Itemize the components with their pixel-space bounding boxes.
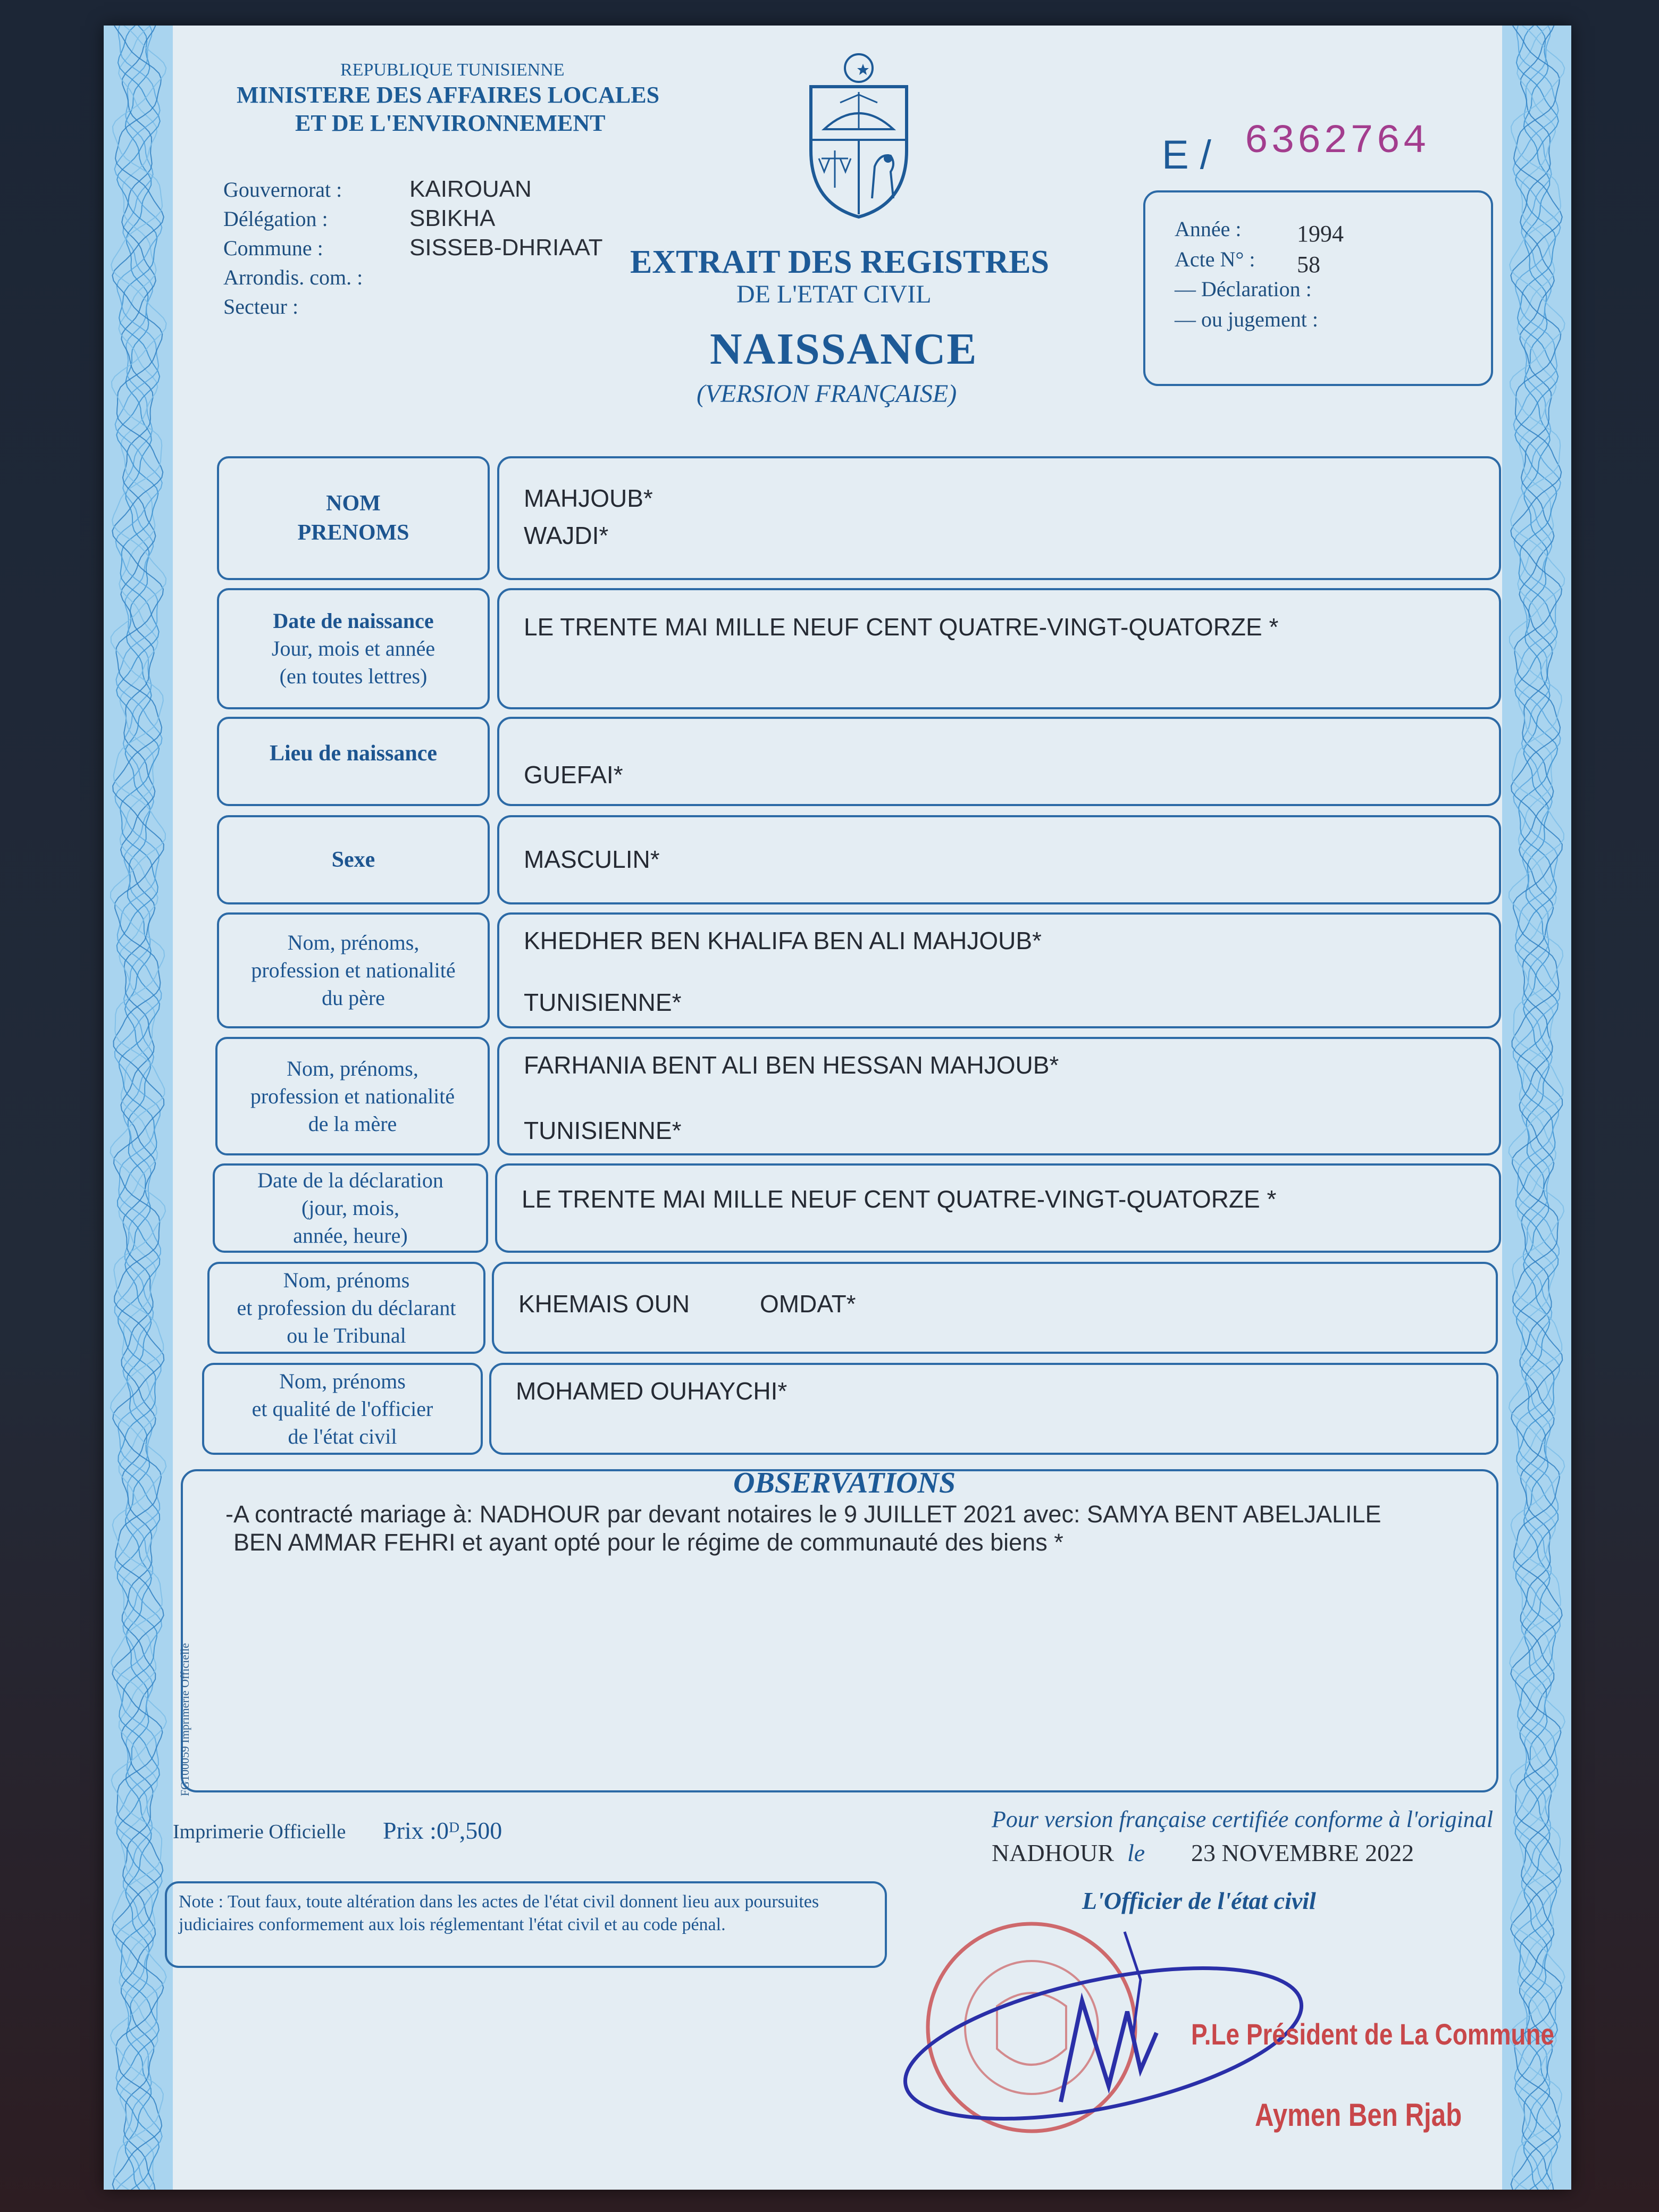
- observations-line1: -A contracté mariage à: NADHOUR par devant notaires le 9 JUILLET 2021 avec: SAMYA BENT ABELJALILE: [225, 1501, 1381, 1528]
- mere-label-line3: de la mère: [308, 1111, 397, 1136]
- officier-value: MOHAMED OUHAYCHI*: [516, 1377, 787, 1405]
- pere-label-line3: du père: [322, 986, 385, 1010]
- certification-place: NADHOUR: [992, 1839, 1114, 1866]
- birth-certificate-document: [104, 26, 1571, 2190]
- sexe-label: [217, 815, 490, 904]
- republic-label: REPUBLIQUE TUNISIENNE: [340, 60, 565, 80]
- imprimerie-label: Imprimerie Officielle: [173, 1821, 346, 1843]
- mere-label-line1: Nom, prénoms,: [287, 1056, 418, 1080]
- certification-date: 23 NOVEMBRE 2022: [1191, 1839, 1414, 1866]
- mere-label-line2: profession et nationalité: [250, 1084, 455, 1108]
- annee-value: 1994: [1297, 221, 1344, 247]
- ministry-line2: ET DE L'ENVIRONNEMENT: [295, 110, 606, 136]
- date-declaration-label-line2: (jour, mois,: [301, 1196, 399, 1220]
- sexe-value: MASCULIN*: [524, 845, 660, 873]
- secteur-label: Secteur :: [223, 295, 299, 319]
- commune-value: SISSEB-DHRIAAT: [409, 234, 603, 261]
- prenoms-value: WAJDI*: [524, 522, 609, 549]
- officier-value-box: [489, 1363, 1498, 1455]
- mere-nationality-value: TUNISIENNE*: [524, 1117, 682, 1144]
- sexe-value-box: [497, 815, 1501, 904]
- date-naissance-label-line3: (en toutes lettres): [279, 664, 428, 688]
- declarant-label-line2: et profession du déclarant: [237, 1295, 456, 1320]
- jugement-label: — ou jugement :: [1175, 307, 1318, 331]
- date-naissance-value: LE TRENTE MAI MILLE NEUF CENT QUATRE-VINGT-QUATORZE *: [524, 613, 1279, 641]
- pere-value-box: [497, 912, 1501, 1028]
- guilloche-border-right: [1502, 26, 1571, 2190]
- date-naissance-label-line2: Jour, mois et année: [271, 636, 435, 660]
- legal-note-box: [165, 1881, 887, 1968]
- gouvernorat-label: Gouvernorat :: [223, 178, 342, 202]
- stamp-president-text: P.Le Président de La Commune: [1191, 2017, 1555, 2051]
- delegation-label: Délégation :: [223, 207, 328, 231]
- officier-label-line1: Nom, prénoms: [279, 1369, 406, 1393]
- document-title-line1: EXTRAIT DES REGISTRES: [630, 244, 1049, 280]
- document-title-line2: DE L'ETAT CIVIL: [736, 280, 932, 308]
- gouvernorat-value: KAIROUAN: [409, 176, 532, 202]
- side-print-label: FG100059 Imprimerie Officielle: [178, 1643, 191, 1796]
- observations-box: [181, 1469, 1498, 1792]
- ministry-line1: MINISTERE DES AFFAIRES LOCALES: [237, 82, 660, 108]
- date-naissance-label: [217, 588, 490, 709]
- lieu-naissance-value-box: [497, 717, 1501, 806]
- prenoms-label: PRENOMS: [297, 520, 409, 545]
- date-declaration-label-line1: Date de la déclaration: [257, 1168, 443, 1192]
- mere-value-box: [497, 1037, 1501, 1155]
- tunisia-coat-of-arms-icon: [800, 49, 917, 220]
- acte-info-box: [1143, 190, 1493, 386]
- sexe-label-text: Sexe: [331, 847, 375, 872]
- officier-label-line2: et qualité de l'officier: [252, 1396, 433, 1421]
- annee-label: Année :: [1175, 217, 1242, 241]
- prix-label: Prix :0ᴰ,500: [383, 1817, 502, 1844]
- arrondissement-label: Arrondis. com. :: [223, 265, 363, 289]
- declarant-label: [207, 1262, 485, 1354]
- stamp-name-text: Aymen Ben Rjab: [1255, 2097, 1462, 2133]
- lieu-naissance-label: [217, 717, 490, 806]
- delegation-value: SBIKHA: [409, 205, 496, 231]
- date-declaration-value: LE TRENTE MAI MILLE NEUF CENT QUATRE-VINGT-QUATORZE *: [522, 1185, 1277, 1213]
- declarant-label-line3: ou le Tribunal: [287, 1323, 406, 1347]
- date-declaration-value-box: [495, 1163, 1501, 1253]
- pere-label: [217, 912, 490, 1028]
- nom-prenoms-value-box: [497, 456, 1501, 580]
- declarant-value-part1: KHEMAIS OUN: [518, 1290, 690, 1318]
- commune-label: Commune :: [223, 236, 323, 260]
- officier-label-line3: de l'état civil: [288, 1424, 397, 1448]
- declarant-value-part2: OMDAT*: [760, 1290, 856, 1318]
- nom-label: NOM: [326, 491, 381, 516]
- declarant-value-box: [492, 1262, 1498, 1354]
- document-title-version: (VERSION FRANÇAISE): [697, 380, 957, 408]
- lieu-naissance-label-text: Lieu de naissance: [269, 741, 438, 766]
- legal-note-text: Note : Tout faux, toute altération dans les actes de l'état civil donnent lieu aux poursuites judiciaires conformement aux lois réglementant l'état civil et au code pénal.: [179, 1892, 819, 1934]
- date-naissance-value-box: [497, 588, 1501, 709]
- date-declaration-label: [213, 1163, 488, 1253]
- pere-label-line1: Nom, prénoms,: [287, 931, 420, 954]
- certification-le: le: [1127, 1839, 1145, 1866]
- lieu-naissance-value: GUEFAI*: [524, 761, 623, 789]
- certification-text: Pour version française certifiée conforme à l'original: [992, 1806, 1494, 1832]
- acte-number-value: 58: [1297, 252, 1320, 278]
- pere-name-value: KHEDHER BEN KHALIFA BEN ALI MAHJOUB*: [524, 927, 1042, 954]
- pere-nationality-value: TUNISIENNE*: [524, 988, 682, 1016]
- mere-name-value: FARHANIA BENT ALI BEN HESSAN MAHJOUB*: [524, 1051, 1059, 1079]
- date-declaration-label-line3: année, heure): [293, 1224, 408, 1247]
- pere-label-line2: profession et nationalité: [251, 958, 456, 982]
- mere-label: [215, 1037, 490, 1155]
- acte-number-label: Acte N° :: [1175, 247, 1255, 271]
- observations-line2: BEN AMMAR FEHRI et ayant opté pour le régime de communauté des biens *: [233, 1529, 1063, 1556]
- document-title-naissance: NAISSANCE: [710, 324, 978, 374]
- declarant-label-line1: Nom, prénoms: [283, 1268, 410, 1292]
- serial-prefix: E /: [1162, 132, 1211, 178]
- officier-label: [202, 1363, 483, 1455]
- declaration-label: — Déclaration :: [1175, 277, 1312, 301]
- guilloche-border-left: [104, 26, 173, 2190]
- nom-value: MAHJOUB*: [524, 484, 653, 512]
- officer-title: L'Officier de l'état civil: [1082, 1887, 1316, 1914]
- date-naissance-label-line1: Date de naissance: [273, 609, 434, 633]
- nom-prenoms-label: [217, 456, 490, 580]
- serial-number: 6362764: [1244, 119, 1429, 164]
- observations-title: OBSERVATIONS: [733, 1467, 956, 1499]
